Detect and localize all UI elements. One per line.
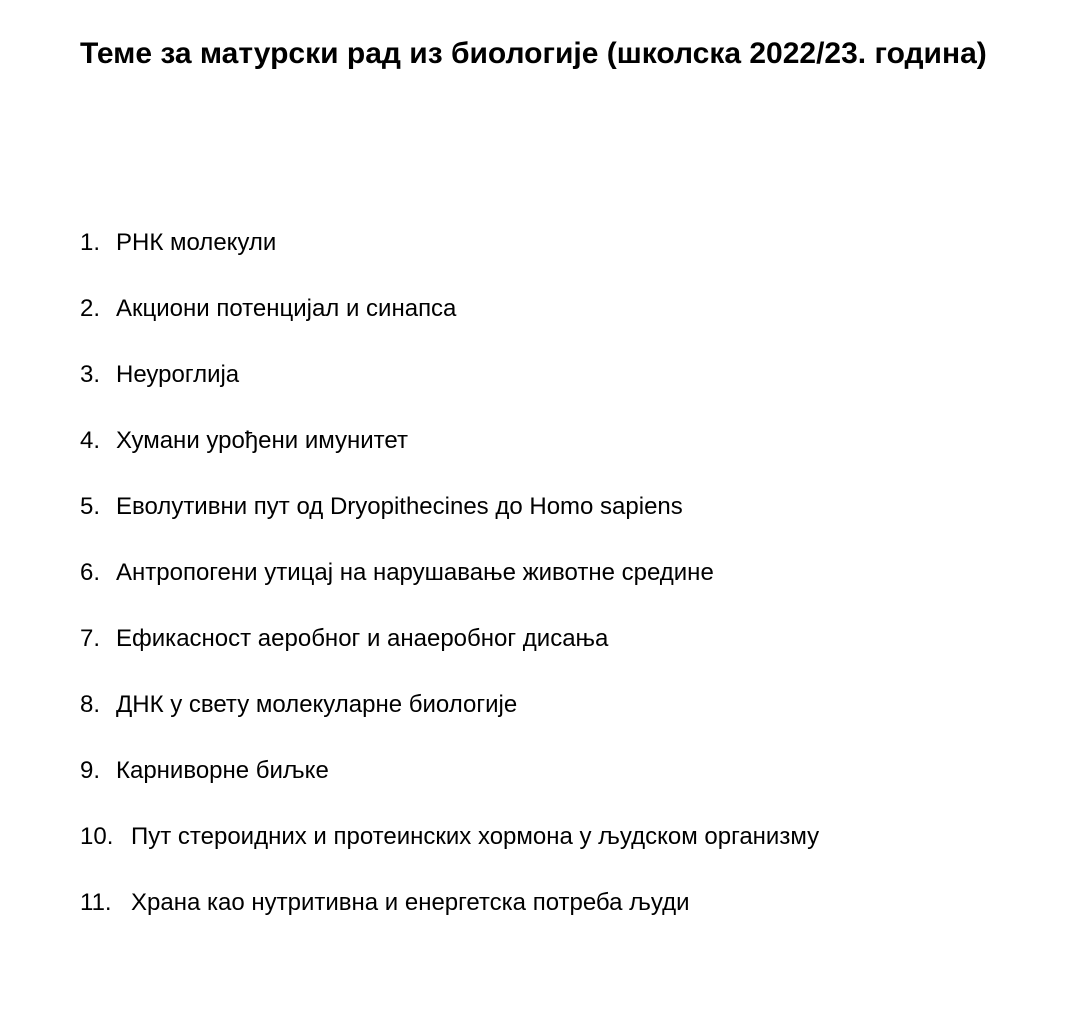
list-item-text: Еволутивни пут од Dryopithecines до Homo sapiens xyxy=(116,493,683,520)
list-item xyxy=(80,884,1040,950)
list-item-text: Антропогени утицај на нарушавање животне средине xyxy=(116,559,714,586)
list-item-number: 4. xyxy=(80,427,101,454)
list-item-number: 5. xyxy=(80,493,101,520)
list-item-number: 3. xyxy=(80,361,101,388)
list-item xyxy=(80,554,1040,620)
list-item xyxy=(80,488,1040,554)
list-item-number: 6. xyxy=(80,559,101,586)
list-item-text: Храна као нутритивна и енергетска потреба људи xyxy=(131,889,690,916)
list-item-number: 11. xyxy=(80,889,112,916)
list-item-text: Неуроглија xyxy=(116,361,240,388)
list-item xyxy=(80,356,1040,422)
list-item-text: Ефикасност аеробног и анаеробног дисања xyxy=(116,625,609,652)
list-item-number: 10. xyxy=(80,823,114,850)
list-item-text: Пут стероидних и протеинских хормона у људском организму xyxy=(131,823,820,850)
list-item-text: РНК молекули xyxy=(116,229,277,256)
list-item-text: Акциони потенцијал и синапса xyxy=(116,295,457,322)
list-item-number: 7. xyxy=(80,625,101,652)
page-title: Теме за матурски рад из биологије (школска 2022/23. година) xyxy=(80,37,987,70)
list-item-number: 9. xyxy=(80,757,101,784)
list-item-text: ДНК у свету молекуларне биологије xyxy=(116,691,518,718)
list-item xyxy=(80,224,1040,290)
list-item xyxy=(80,422,1040,488)
list-item-number: 8. xyxy=(80,691,101,718)
list-item-text: Хумани урођени имунитет xyxy=(116,427,408,454)
list-item xyxy=(80,818,1040,884)
list-item-text: Карниворне биљке xyxy=(116,757,329,784)
list-item xyxy=(80,620,1040,686)
list-item-number: 1. xyxy=(80,229,101,256)
list-item xyxy=(80,686,1040,752)
list-item xyxy=(80,752,1040,818)
list-item-number: 2. xyxy=(80,295,101,322)
topic-list xyxy=(80,224,1040,950)
list-item xyxy=(80,290,1040,356)
